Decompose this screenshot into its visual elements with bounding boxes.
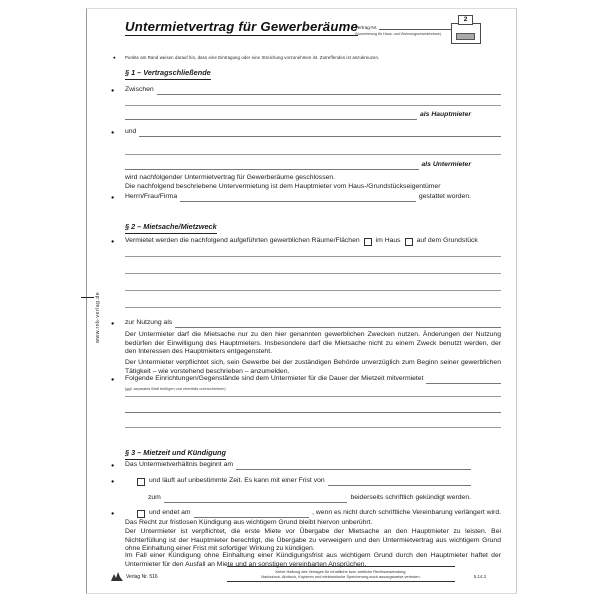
als-untermieter-label: als Untermieter bbox=[421, 161, 471, 168]
copy-page-icon bbox=[451, 16, 481, 44]
beginn-datum-field[interactable] bbox=[236, 468, 471, 470]
und-label: und bbox=[125, 128, 137, 135]
hauptmieter-row bbox=[125, 111, 471, 120]
margin-bullet-icon: ● bbox=[111, 511, 115, 517]
befristet-checkbox[interactable] bbox=[137, 510, 145, 518]
im-haus-checkbox[interactable] bbox=[364, 238, 372, 246]
grundstueck-label: auf dem Grundstück bbox=[416, 237, 478, 244]
contract-number-label: Vertrag-Nr. bbox=[355, 25, 378, 30]
fold-mark bbox=[81, 297, 94, 298]
beiderseits-label: beiderseits schriftlich gekündigt werden. bbox=[350, 494, 471, 501]
endet-label: und endet am bbox=[149, 509, 191, 516]
margin-bullet-icon: ● bbox=[111, 195, 115, 201]
contract-number-field[interactable] bbox=[379, 28, 451, 30]
margin-bullet-icon: ● bbox=[111, 377, 115, 383]
contract-number-subline: (Numerierung für Haus- und Wohnungsverzeichnisse) bbox=[355, 32, 441, 36]
unbefristet-row bbox=[111, 477, 471, 486]
s3-paragraph-2: Im Fall einer Kündigung ohne Einhaltung einer Kündigungsfrist aus wichtigem Grund durch den Hauptmieter haftet der Untermieter für den Ausfall an Miete und an sonstigen vereinbarten Ansprüchen. bbox=[125, 552, 501, 568]
note-bullet-icon: ● bbox=[113, 55, 116, 60]
beginn-row bbox=[111, 461, 471, 470]
einrichtungen-note: (ggf. separates Blatt beifügen und ebenfalls unterschreiben) bbox=[125, 387, 226, 391]
zwischen-label: Zwischen bbox=[125, 86, 154, 93]
herr-frau-firma-label: Herrn/Frau/Firma bbox=[125, 193, 178, 200]
einrichtungen-field-4[interactable] bbox=[125, 427, 501, 428]
vermietet-text: Vermietet werden die nachfolgend aufgeführten gewerblichen Räume/Flächen bbox=[125, 237, 360, 244]
s2-paragraph-2: Der Untermieter verpflichtet sich, sein Gewerbe bei der zuständigen Behörde unverzüglich zum Beginn seiner gewerblichen Tätigkeit – wie vorstehend beschrieben – anzumelden. bbox=[125, 359, 501, 375]
margin-bullet-icon: ● bbox=[111, 321, 115, 327]
nutzung-label: zur Nutzung als bbox=[125, 319, 173, 326]
gestattet-label: gestattet worden. bbox=[418, 193, 471, 200]
unbefristet-checkbox[interactable] bbox=[137, 478, 145, 486]
disclaimer-line-2: Nachdruck, Abdruck, Kopieren und elektronische Speicherung auch auszugsweise verboten. bbox=[261, 574, 421, 579]
margin-instruction-text: Punkte am Rand weisen darauf hin, dass eine Eintragung oder eine Streichung vorzunehmen ist. Zutreffendes ist anzukreuzen. bbox=[125, 55, 380, 60]
untermieter-name-field-2[interactable] bbox=[125, 154, 501, 155]
closing-sentence-2: Die nachfolgend beschriebene Untervermietung ist dem Hauptmieter vom Haus-/Grundstückseigentümer bbox=[125, 183, 441, 190]
raeume-field-1[interactable] bbox=[125, 256, 501, 257]
einrichtungen-field[interactable] bbox=[426, 382, 501, 384]
beginn-label: Das Untermietverhältnis beginnt am bbox=[125, 461, 234, 468]
publisher-block bbox=[111, 572, 158, 581]
untermieter-row bbox=[125, 161, 471, 170]
nutzung-field[interactable] bbox=[175, 326, 501, 328]
hauptmieter-name-field[interactable] bbox=[157, 93, 501, 95]
margin-bullet-icon: ● bbox=[111, 130, 115, 136]
hauptmieter-name-field-2[interactable] bbox=[125, 105, 501, 106]
section-3-heading: § 3 – Mietzeit und Kündigung bbox=[125, 449, 501, 460]
margin-bullet-icon: ● bbox=[111, 463, 115, 469]
und-row bbox=[111, 128, 501, 137]
vermietet-row bbox=[111, 237, 501, 246]
disclaimer-line-1: Keine Haftung des Verlages für inhaltliche bzw. amtliche Rechtsanwendung. bbox=[275, 569, 407, 574]
footer-disclaimer bbox=[227, 566, 455, 582]
grundstueck-checkbox[interactable] bbox=[405, 238, 413, 246]
margin-bullet-icon: ● bbox=[111, 239, 115, 245]
raeume-field-2[interactable] bbox=[125, 273, 501, 274]
verlaengert-label: , wenn es nicht durch schriftliche Vereinbarung verlängert wird. bbox=[312, 509, 501, 516]
contract-number-block bbox=[355, 25, 451, 36]
endet-row bbox=[111, 509, 501, 518]
zum-termin-field[interactable] bbox=[164, 501, 348, 503]
eigentuemer-row bbox=[111, 193, 471, 202]
im-haus-label: im Haus bbox=[375, 237, 401, 244]
eigentuemer-name-field[interactable] bbox=[180, 200, 416, 202]
rnk-logo-icon bbox=[111, 572, 123, 581]
s3-paragraph-1: Der Untermieter ist verpflichtet, die erste Miete vor Übergabe der Mietsache an den Hauptmieter zu leisten. Bei Nichterfüllung ist der Hauptmieter berechtigt, die Übergabe zu verweigern und den Untermietvertrag aus wichtigem Grund ohne Einhaltung einer Frist mit sofortiger Wirkung zu kündigen. bbox=[125, 528, 501, 553]
einrichtungen-field-3[interactable] bbox=[125, 412, 501, 413]
form-page bbox=[86, 8, 517, 594]
zum-label: zum bbox=[148, 494, 161, 501]
margin-bullet-icon: ● bbox=[111, 88, 115, 94]
raeume-field-4[interactable] bbox=[125, 307, 501, 308]
publisher-label: Verlag Nr. 516 bbox=[126, 573, 158, 580]
hauptmieter-address-field[interactable] bbox=[125, 118, 417, 120]
section-2-heading: § 2 – Mietsache/Mietzweck bbox=[125, 223, 501, 234]
nutzung-row bbox=[111, 319, 501, 328]
page-title: Untermietvertrag für Gewerberäume bbox=[125, 19, 359, 34]
einrichtungen-label: Folgende Einrichtungen/Gegenstände sind dem Untermieter für die Dauer der Mietzeit mitvermietet bbox=[125, 375, 424, 382]
untermieter-address-field[interactable] bbox=[125, 168, 419, 170]
publisher-website: www.rnk-verlag.de bbox=[95, 291, 101, 343]
frist-field[interactable] bbox=[328, 484, 471, 486]
untermieter-name-field[interactable] bbox=[139, 135, 501, 137]
section-1-heading: § 1 – Vertragschließende bbox=[125, 69, 501, 80]
copy-number-badge: 2 bbox=[458, 15, 473, 25]
einrichtungen-field-2[interactable] bbox=[125, 396, 501, 397]
form-code: 5.14.3 bbox=[473, 574, 486, 579]
zum-row bbox=[125, 494, 471, 503]
margin-instruction bbox=[113, 54, 501, 63]
ende-datum-field[interactable] bbox=[194, 516, 310, 518]
raeume-field-3[interactable] bbox=[125, 290, 501, 291]
margin-bullet-icon: ● bbox=[111, 479, 115, 485]
s2-paragraph-1: Der Untermieter darf die Mietsache nur zu den hier genannten gewerblichen Zwecken nutzen. Änderungen der Nutzung bedürfen der Einwilligung des Hauptmieters. Insbesondere darf die Mietsache nicht zu einem Zweck benutzt werden, der den Interessen des Hauptmieters entgegensteht. bbox=[125, 331, 501, 356]
closing-sentence-1: wird nachfolgender Untermietvertrag für Gewerberäume geschlossen. bbox=[125, 174, 336, 181]
zwischen-row bbox=[111, 86, 501, 95]
einrichtungen-row bbox=[111, 375, 501, 384]
fristlos-note: Das Recht zur fristlosen Kündigung aus wichtigem Grund bleibt hiervon unberührt. bbox=[125, 519, 373, 526]
als-hauptmieter-label: als Hauptmieter bbox=[420, 111, 471, 118]
copy-icon-bar bbox=[456, 33, 475, 40]
unbefristet-label: und läuft auf unbestimmte Zeit. Es kann mit einer Frist von bbox=[149, 477, 325, 484]
